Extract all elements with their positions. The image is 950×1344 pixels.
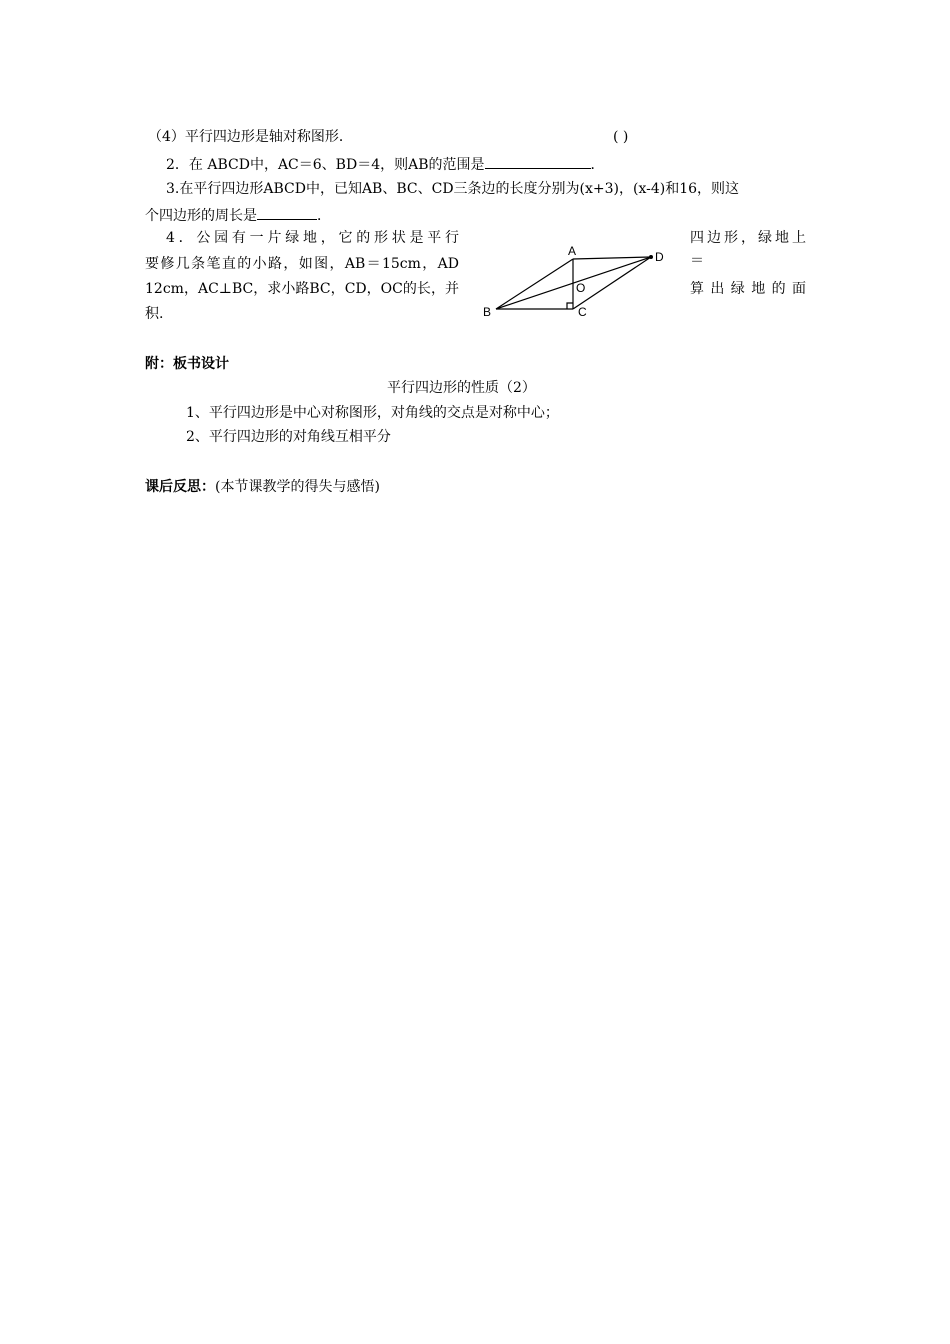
question-text: （4）平行四边形是轴对称图形． xyxy=(148,129,353,145)
answer-blank[interactable] xyxy=(257,205,317,220)
reflection-note: (本节课教学的得失与感悟) xyxy=(215,479,380,495)
parallelogram-figure xyxy=(476,240,676,320)
side-ab xyxy=(496,259,573,309)
question-4-line-4: 积. xyxy=(145,306,164,322)
label-o: O xyxy=(576,281,586,295)
label-a: A xyxy=(568,244,577,258)
question-text: 2．在 ABCD中，AC＝6、BD＝4，则AB的范围是 xyxy=(166,157,485,173)
question-4-line-2: 要修几条笔直的小路，如图，AB＝15cm，AD xyxy=(145,256,459,272)
reflection-heading: 课后反思： xyxy=(145,479,215,495)
question-3-line-2 xyxy=(145,205,331,225)
side-ad xyxy=(573,257,651,259)
right-angle-marker xyxy=(567,303,573,309)
label-d: D xyxy=(655,250,664,264)
question-text: 个四边形的周长是 xyxy=(145,208,257,224)
question-3-line-1: 3.在平行四边形ABCD中，已知AB、BC、CD三条边的长度分别为(x+3)，(x-4)和16，则这 xyxy=(166,181,740,197)
vertex-d-dot xyxy=(649,255,653,259)
reflection xyxy=(145,478,380,496)
question-2 xyxy=(166,154,605,174)
question-end-punct: ． xyxy=(317,208,331,224)
question-4-line-3: 12cm，AC⊥BC，求小路BC，CD，OC的长，并 xyxy=(145,281,459,297)
answer-bracket: ( ) xyxy=(613,129,629,145)
question-4-line-1: 4．公园有一片绿地，它的形状是平行 xyxy=(166,230,459,246)
question-end-punct: ． xyxy=(590,157,605,173)
question-4-right-line-1: 四边形，绿地上 xyxy=(690,230,806,246)
question-4-right-line-2: ＝ xyxy=(690,253,704,269)
answer-blank[interactable] xyxy=(485,154,591,169)
label-c: C xyxy=(578,305,587,319)
appendix-title: 平行四边形的性质（2） xyxy=(387,380,536,396)
appendix-item-2: 2、平行四边形的对角线互相平分 xyxy=(186,429,391,445)
appendix-item-1: 1、平行四边形是中心对称图形，对角线的交点是对称中心； xyxy=(186,405,559,421)
question-1-item-4 xyxy=(148,128,353,146)
appendix-heading: 附：板书设计 xyxy=(145,356,229,372)
label-b: B xyxy=(483,305,492,319)
question-4-right-line-3: 算出绿地的面 xyxy=(690,281,806,297)
